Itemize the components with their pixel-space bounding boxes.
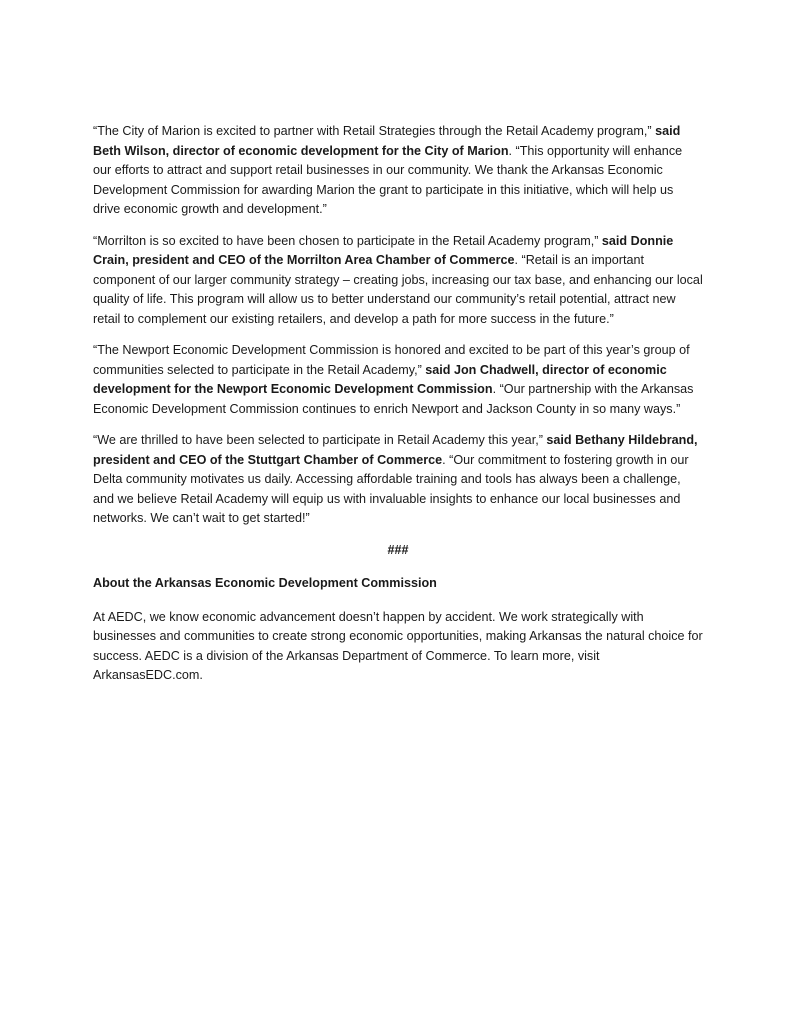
- quote-text: “The Newport Economic Development Commission is honored and excited to be part of this year’s group of communities selected to participate in the Retail Academy,”: [93, 343, 690, 377]
- quote-text: “Morrilton is so excited to have been chosen to participate in the Retail Academy program,”: [93, 233, 602, 248]
- speaker-attribution: said Bethany Hildebrand, president and CEO of the Stuttgart Chamber of Commerce: [93, 433, 698, 467]
- quote-paragraph-morrilton: [93, 232, 703, 330]
- quote-text: . “Our partnership with the Arkansas Economic Development Commission continues to enrich Newport and Jackson County in so many ways.”: [93, 382, 694, 416]
- quote-paragraph-newport: [93, 341, 703, 419]
- section-divider: ###: [387, 542, 409, 557]
- speaker-attribution: said Beth Wilson, director of economic development for the City of Marion: [93, 124, 681, 158]
- quote-text: . “Retail is an important component of our larger community strategy – creating jobs, increasing our tax base, and enhancing our local quality of life. This program will allow us to better understand our community’s retail potential, attract new retail to complement our existing retailers, and develop a path for more success in the future.”: [93, 253, 703, 326]
- document-body: [93, 122, 703, 698]
- quote-paragraph-stuttgart: [93, 431, 703, 529]
- speaker-attribution: said Donnie Crain, president and CEO of the Morrilton Area Chamber of Commerce: [93, 233, 674, 267]
- quote-paragraph-marion: [93, 122, 703, 220]
- quote-text: . “This opportunity will enhance our efforts to attract and support retail businesses in our community. We thank the Arkansas Economic Development Commission for awarding Marion the grant to participate in this initiative, which will help us drive economic growth and development.”: [93, 143, 683, 216]
- quote-text: “We are thrilled to have been selected to participate in Retail Academy this year,”: [93, 433, 547, 447]
- speaker-attribution: said Jon Chadwell, director of economic development for the Newport Economic Development Commission: [93, 362, 667, 396]
- about-body: At AEDC, we know economic advancement doesn’t happen by accident. We work strategically with businesses and communities to create strong economic opportunities, making Arkansas the natural choice for success. AEDC is a division of the Arkansas Department of Commerce. To learn more, visit ArkansasEDC.com.: [93, 609, 703, 682]
- quote-text: . “Our commitment to fostering growth in our Delta community motivates us daily. Accessing affordable training and tools has always been a challenge, and we believe Retail Academy will equip us with invaluable insights to enhance our local businesses and networks. We can’t wait to get started!”: [93, 452, 689, 525]
- about-heading: About the Arkansas Economic Development Commission: [93, 576, 437, 590]
- quote-text: “The City of Marion is excited to partner with Retail Strategies through the Retail Academy program,”: [93, 124, 656, 138]
